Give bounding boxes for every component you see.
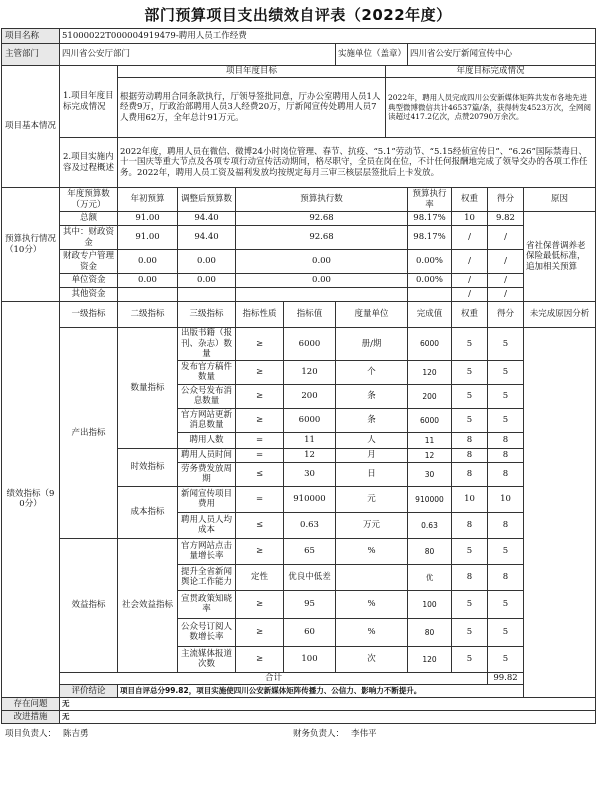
indicator-weight: 5 — [452, 328, 488, 361]
basic-section-label: 项目基本情况 — [2, 66, 60, 188]
budget-score: / — [488, 250, 524, 274]
eval-label: 评价结论 — [60, 684, 118, 697]
indicator-nature: ≥ — [236, 590, 284, 618]
indicator-done: 80 — [408, 618, 452, 646]
budget-executed: 0.00 — [236, 250, 408, 274]
budget-row-label: 财政专户管理资金 — [60, 250, 118, 274]
indicator-done: 30 — [408, 462, 452, 486]
indicator-score: 8 — [488, 462, 524, 486]
indicator-weight: 5 — [452, 384, 488, 408]
indicator-weight: 5 — [452, 538, 488, 564]
indicator-weight: 5 — [452, 646, 488, 672]
indicator-value: 30 — [284, 462, 336, 486]
budget-header: 预算执行数 — [236, 188, 408, 212]
budget-header: 原因 — [524, 188, 596, 212]
budget-executed: 92.68 — [236, 212, 408, 226]
total-score: 99.82 — [488, 672, 524, 684]
indicator-unit — [336, 564, 408, 590]
indicator-nature: = — [236, 448, 284, 462]
budget-score: / — [488, 274, 524, 288]
indicator-weight: 8 — [452, 462, 488, 486]
indicator-value: 200 — [284, 384, 336, 408]
budget-initial: 91.00 — [118, 212, 178, 226]
indicator-done: 6000 — [408, 328, 452, 361]
indicator-nature: ≥ — [236, 328, 284, 361]
budget-header: 年初预算 — [118, 188, 178, 212]
achieve-header: 年度目标完成情况 — [386, 66, 596, 78]
indicator-name: 公众号订阅人数增长率 — [178, 618, 236, 646]
budget-weight: 10 — [452, 212, 488, 226]
indicator-value: 优良中低差 — [284, 564, 336, 590]
eval-text: 项目自评总分99.82，项目实施使四川公安新媒体矩阵传播力、公信力、影响力不断提升。 — [118, 684, 596, 697]
project-lead-name: 陈吉勇 — [63, 728, 89, 739]
indicator-unit: 次 — [336, 646, 408, 672]
indicator-done: 910000 — [408, 486, 452, 512]
budget-initial: 0.00 — [118, 250, 178, 274]
budget-header: 预算执行率 — [408, 188, 452, 212]
output-label: 产出指标 — [60, 328, 118, 539]
budget-initial — [118, 288, 178, 302]
dept-label: 主管部门 — [2, 44, 60, 66]
indicator-value: 0.63 — [284, 512, 336, 538]
project-name: 51000022T000004919479-聘用人员工作经费 — [60, 29, 596, 44]
budget-row-label: 总额 — [60, 212, 118, 226]
perf-header: 得分 — [488, 302, 524, 328]
finance-lead-name: 李伟平 — [351, 728, 377, 739]
indicator-score: 8 — [488, 432, 524, 448]
budget-rate: 0.00% — [408, 250, 452, 274]
budget-row — [2, 226, 596, 250]
indicator-nature: ≥ — [236, 538, 284, 564]
indicator-value: 95 — [284, 590, 336, 618]
indicator-value: 6000 — [284, 408, 336, 432]
perf-header: 度量单位 — [336, 302, 408, 328]
impl-unit-value: 四川省公安厅新闻宣传中心 — [408, 44, 596, 66]
indicator-done: 100 — [408, 590, 452, 618]
indicator-nature: = — [236, 486, 284, 512]
indicator-nature: ≥ — [236, 618, 284, 646]
indicator-value: 60 — [284, 618, 336, 646]
indicator-nature: = — [236, 432, 284, 448]
indicator-name: 主流媒体报道次数 — [178, 646, 236, 672]
perf-header: 指标性质 — [236, 302, 284, 328]
indicator-nature: ≤ — [236, 462, 284, 486]
budget-row-label: 单位资金 — [60, 274, 118, 288]
indicator-done: 11 — [408, 432, 452, 448]
indicator-name: 聘用人员时间 — [178, 448, 236, 462]
indicator-score: 10 — [488, 486, 524, 512]
impl-unit-label: 实施单位（盖章） — [336, 44, 408, 66]
budget-initial: 0.00 — [118, 274, 178, 288]
budget-score: 9.82 — [488, 212, 524, 226]
budget-row — [2, 250, 596, 274]
budget-rate: 0.00% — [408, 274, 452, 288]
indicator-name: 官方网站点击量增长率 — [178, 538, 236, 564]
indicator-unit: 人 — [336, 432, 408, 448]
level2-label: 数量指标 — [118, 328, 178, 449]
budget-executed: 92.68 — [236, 226, 408, 250]
indicator-unit: % — [336, 618, 408, 646]
project-name-label: 项目名称 — [2, 29, 60, 44]
perf-header: 权重 — [452, 302, 488, 328]
fix-text: 无 — [60, 710, 596, 723]
budget-executed — [236, 288, 408, 302]
indicator-nature: ≥ — [236, 384, 284, 408]
indicator-score: 8 — [488, 564, 524, 590]
indicator-value: 65 — [284, 538, 336, 564]
budget-row-label: 其他资金 — [60, 288, 118, 302]
budget-row-label: 其中：财政资金 — [60, 226, 118, 250]
indicator-name: 劳务费发放周期 — [178, 462, 236, 486]
budget-weight: / — [452, 226, 488, 250]
budget-rate — [408, 288, 452, 302]
item1-goal: 根据劳动聘用合同条款执行，厅领导签批同意，厅办公室聘用人员1人经费9万，厅政治部聘用人员3人经费20万，厅新闻宣传处聘用人员7人费用62万，全年总计91万元。 — [118, 78, 386, 138]
indicator-weight: 8 — [452, 512, 488, 538]
indicator-score: 5 — [488, 360, 524, 384]
indicator-weight: 8 — [452, 564, 488, 590]
indicator-unit: 册/期 — [336, 328, 408, 361]
budget-adjusted: 0.00 — [178, 274, 236, 288]
indicator-nature: ≤ — [236, 512, 284, 538]
perf-header: 三级指标 — [178, 302, 236, 328]
indicator-name: 聘用人数 — [178, 432, 236, 448]
indicator-done: 优 — [408, 564, 452, 590]
indicator-name: 聘用人员人均成本 — [178, 512, 236, 538]
project-lead-label: 项目负责人： — [5, 728, 57, 739]
budget-weight: / — [452, 274, 488, 288]
fix-label: 改进措施 — [2, 710, 60, 723]
budget-weight: / — [452, 288, 488, 302]
perf-header: 完成值 — [408, 302, 452, 328]
budget-adjusted — [178, 288, 236, 302]
indicator-done: 120 — [408, 646, 452, 672]
indicator-weight: 5 — [452, 360, 488, 384]
item1-label: 1.项目年度目标完成情况 — [60, 66, 118, 138]
level2-label: 时效指标 — [118, 448, 178, 486]
indicator-weight: 10 — [452, 486, 488, 512]
budget-section-label: 预算执行情况（10分） — [2, 188, 60, 302]
indicator-value: 6000 — [284, 328, 336, 361]
perf-header: 未完成原因分析 — [524, 302, 596, 328]
budget-reason: 省社保普调养老保险最低标准，追加相关预算 — [524, 212, 596, 302]
indicator-row — [2, 538, 596, 564]
level2-label: 社会效益指标 — [118, 538, 178, 672]
indicator-score: 5 — [488, 408, 524, 432]
item2-label: 2.项目实施内容及过程概述 — [60, 138, 118, 188]
indicator-weight: 5 — [452, 590, 488, 618]
effect-label: 效益指标 — [60, 538, 118, 672]
indicator-weight: 5 — [452, 408, 488, 432]
total-label: 合计 — [60, 672, 488, 684]
indicator-unit: 万元 — [336, 512, 408, 538]
budget-header: 年度预算数（万元） — [60, 188, 118, 212]
indicator-nature: ≥ — [236, 408, 284, 432]
indicator-score: 5 — [488, 384, 524, 408]
indicator-weight: 8 — [452, 432, 488, 448]
budget-adjusted: 0.00 — [178, 250, 236, 274]
indicator-value: 120 — [284, 360, 336, 384]
indicator-row — [2, 328, 596, 361]
budget-adjusted: 94.40 — [178, 226, 236, 250]
indicator-nature: 定性 — [236, 564, 284, 590]
indicator-score: 8 — [488, 448, 524, 462]
budget-header: 得分 — [488, 188, 524, 212]
page-title: 部门预算项目支出绩效自评表（2022年度） — [144, 6, 452, 24]
indicator-name: 官方网站更新消息数量 — [178, 408, 236, 432]
indicator-done: 200 — [408, 384, 452, 408]
goal-header: 项目年度目标 — [118, 66, 386, 78]
budget-row — [2, 212, 596, 226]
budget-score: / — [488, 226, 524, 250]
indicator-value: 11 — [284, 432, 336, 448]
indicator-name: 新闻宣传项目费用 — [178, 486, 236, 512]
indicator-unit: 元 — [336, 486, 408, 512]
indicator-name: 出版书籍（报刊、杂志）数量 — [178, 328, 236, 361]
perf-header: 二级指标 — [118, 302, 178, 328]
indicator-nature: ≥ — [236, 646, 284, 672]
budget-initial: 91.00 — [118, 226, 178, 250]
item2-text: 2022年度，聘用人员在微信、微博24小时岗位管理、春节、抗疫、“5.1”劳动节、“5.15经侦宣传日”、“6.26”国际禁毒日、十一国庆等重大节点及各项专项行动宣传活动期间，格尽职守，全员在岗在位，不计任何报酬地完成了领导交办的各项工作任务。2022年，聘用人员工资及福利发放均按规定每月三审三核层层签批后上卡发放。 — [118, 138, 596, 188]
issue-text: 无 — [60, 697, 596, 710]
issue-label: 存在问题 — [2, 697, 60, 710]
indicator-unit: 个 — [336, 360, 408, 384]
indicator-score: 5 — [488, 538, 524, 564]
budget-header: 调整后预算数 — [178, 188, 236, 212]
indicator-unit: 条 — [336, 408, 408, 432]
indicator-done: 12 — [408, 448, 452, 462]
indicator-score: 5 — [488, 590, 524, 618]
indicator-nature: ≥ — [236, 360, 284, 384]
indicator-value: 910000 — [284, 486, 336, 512]
budget-rate: 98.17% — [408, 212, 452, 226]
indicator-done: 6000 — [408, 408, 452, 432]
budget-adjusted: 94.40 — [178, 212, 236, 226]
indicator-unit: % — [336, 590, 408, 618]
evaluation-table — [1, 28, 596, 724]
item1-achieve: 2022年，聘用人员完成四川公安新媒体矩阵共发布各地先进典型微博微信共计46537篇/条，获得转发4523万次，全网阅读超过417.2亿次，点赞20790万余次。 — [386, 78, 596, 138]
indicator-score: 8 — [488, 512, 524, 538]
budget-weight: / — [452, 250, 488, 274]
budget-row — [2, 288, 596, 302]
dept-value: 四川省公安厅部门 — [60, 44, 336, 66]
budget-rate: 98.17% — [408, 226, 452, 250]
budget-executed: 0.00 — [236, 274, 408, 288]
indicator-unit: 日 — [336, 462, 408, 486]
indicator-done: 80 — [408, 538, 452, 564]
budget-score: / — [488, 288, 524, 302]
indicator-name: 发布官方稿件数量 — [178, 360, 236, 384]
level2-label: 成本指标 — [118, 486, 178, 538]
indicator-unit: 月 — [336, 448, 408, 462]
indicator-name: 公众号发布消息数量 — [178, 384, 236, 408]
unfinished-reason — [524, 328, 596, 698]
perf-header: 一级指标 — [60, 302, 118, 328]
budget-row — [2, 274, 596, 288]
indicator-weight: 5 — [452, 618, 488, 646]
indicator-unit: % — [336, 538, 408, 564]
signature-footer — [1, 724, 595, 742]
indicator-unit: 条 — [336, 384, 408, 408]
indicator-name: 宣贯政策知晓率 — [178, 590, 236, 618]
indicator-name: 提升全省新闻舆论工作能力 — [178, 564, 236, 590]
indicator-value: 12 — [284, 448, 336, 462]
indicator-done: 0.63 — [408, 512, 452, 538]
indicator-score: 5 — [488, 646, 524, 672]
indicator-score: 5 — [488, 328, 524, 361]
budget-header: 权重 — [452, 188, 488, 212]
indicator-weight: 8 — [452, 448, 488, 462]
finance-lead-label: 财务负责人： — [293, 728, 345, 739]
indicator-score: 5 — [488, 618, 524, 646]
perf-header: 指标值 — [284, 302, 336, 328]
perf-section-label: 绩效指标（90分） — [2, 302, 60, 698]
indicator-value: 100 — [284, 646, 336, 672]
indicator-done: 120 — [408, 360, 452, 384]
